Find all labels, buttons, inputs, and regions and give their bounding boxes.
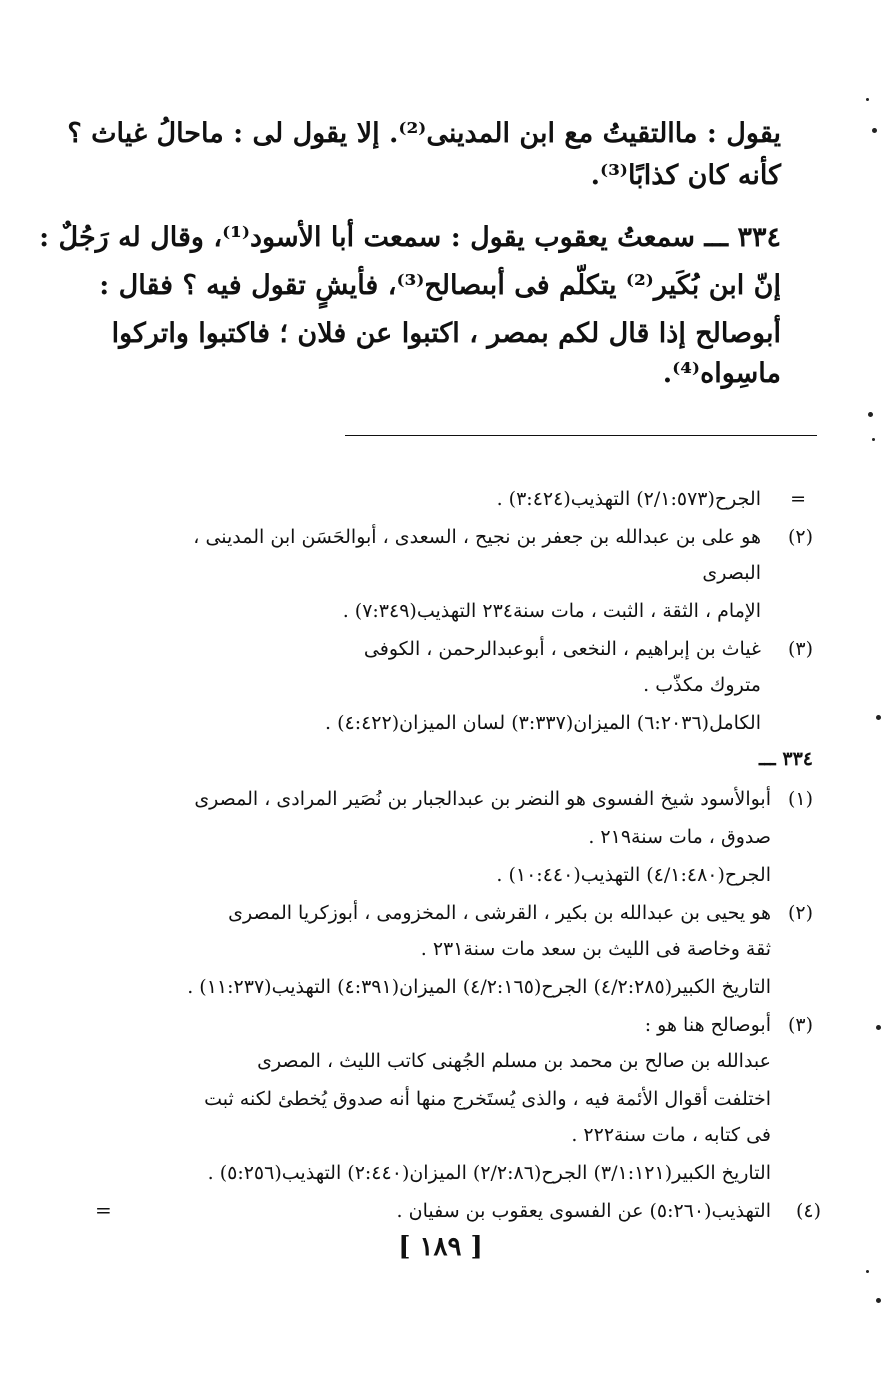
section-footnote-marker-2: (٢) (787, 902, 813, 924)
main-text-line-3: ٣٣٤ ـــ سمعتُ يعقوب يقول : سمعت أبا الأسود⁽¹⁾، وقال له رَجُلٌ : (39, 222, 781, 253)
footnote-2-line-1: هو على بن عبدالله بن جعفر بن نجيح ، السعدى ، أبوالحَسَن ابن المدينى ، (193, 526, 761, 548)
section-footnote-marker-3: (٣) (787, 1014, 813, 1036)
section-footnote-4-line-1: التهذيب(٥:٢٦٠) عن الفسوى يعقوب بن سفيان . (396, 1200, 771, 1222)
main-text-line-6: ماسِواه⁽⁴⁾. (662, 358, 781, 389)
scan-speck (872, 438, 875, 441)
section-footnote-2-line-1: هو يحيى بن عبدالله بن بكير ، القرشى ، المخزومى ، أبوزكريا المصرى (228, 902, 771, 924)
section-footnote-1-line-2: صدوق ، مات سنة٢١٩ . (588, 826, 771, 848)
section-footnote-marker-4: (٤) (795, 1200, 821, 1222)
section-footnote-3-line-3: اختلفت أقوال الأئمة فيه ، والذى يُستَخرج منها أنه صدوق يُخطئ لكنه ثبت (204, 1088, 771, 1110)
section-footnote-1-line-1: أبوالأسود شيخ الفسوى هو النضر بن عبدالجبار بن نُصَير المرادى ، المصرى (194, 788, 771, 810)
section-footnote-marker-1: (١) (787, 788, 813, 810)
section-footnote-2-line-2: ثقة وخاصة فى الليث بن سعد مات سنة٢٣١ . (420, 938, 771, 960)
section-footnote-2-line-3: التاريخ الكبير(٤/٢:٢٨٥) الجرح(٤/٢:١٦٥) الميزان(٤:٣٩١) التهذيب(١١:٢٣٧) . (187, 976, 771, 998)
footnote-separator (345, 435, 817, 436)
scan-speck (876, 1298, 881, 1303)
scan-speck (876, 1025, 881, 1030)
continuation-mark: = (95, 1198, 112, 1222)
section-footnote-3-line-1: أبوصالح هنا هو : (644, 1014, 771, 1036)
footnote-3-line-2: متروك مكذّب . (643, 674, 761, 696)
footnote-cont-line-1: الجرح(٢/١:٥٧٣) التهذيب(٣:٤٢٤) . (496, 488, 761, 510)
scan-speck (868, 412, 873, 417)
footnote-2-line-3: الإمام ، الثقة ، الثبت ، مات سنة٢٣٤ التهذيب(٧:٣٤٩) . (342, 600, 761, 622)
footnote-marker-3: (٣) (787, 638, 813, 660)
section-footnote-3-line-4: فى كتابه ، مات سنة٢٢٢ . (571, 1124, 771, 1146)
footnote-marker-cont: = (790, 488, 806, 510)
main-text-line-2: كأنه كان كذابًا⁽³⁾. (590, 160, 781, 191)
main-text-line-4: إنّ ابن بُكَير⁽²⁾ يتكلّم فى أبىصالح⁽³⁾، فأيشٍ تقول فيه ؟ فقال : (99, 270, 781, 301)
footnote-2-line-2: البصرى (702, 562, 761, 584)
scan-speck (866, 1270, 869, 1273)
footnote-marker-2: (٢) (787, 526, 813, 548)
section-footnote-1-line-3: الجرح(٤/١:٤٨٠) التهذيب(١٠:٤٤٠) . (496, 864, 771, 886)
scan-speck (872, 128, 877, 133)
scan-speck (866, 98, 869, 101)
main-text-line-1: يقول : ماالتقيتُ مع ابن المدينى⁽²⁾. إلا يقول لى : ماحالُ غياث ؟ (67, 118, 781, 149)
main-text-line-5: أبوصالح إذا قال لكم بمصر ، اكتبوا عن فلان ؛ فاكتبوا واتركوا (111, 318, 781, 349)
footnote-3-line-1: غياث بن إبراهيم ، النخعى ، أبوعبدالرحمن ، الكوفى (363, 638, 761, 660)
page-number: [ ١٨٩ ] (398, 1232, 483, 1262)
section-footnote-3-line-2: عبدالله بن صالح بن محمد بن مسلم الجُهنى كاتب الليث ، المصرى (257, 1050, 771, 1072)
footnote-section-header: ٣٣٤ ـــ (759, 748, 813, 770)
scan-speck (876, 715, 881, 720)
section-footnote-3-line-5: التاريخ الكبير(٣/١:١٢١) الجرح(٢/٢:٨٦) الميزان(٢:٤٤٠) التهذيب(٥:٢٥٦) . (207, 1162, 771, 1184)
footnote-3-line-3: الكامل(٦:٢٠٣٦) الميزان(٣:٣٣٧) لسان الميزان(٤:٤٢٢) . (324, 712, 761, 734)
